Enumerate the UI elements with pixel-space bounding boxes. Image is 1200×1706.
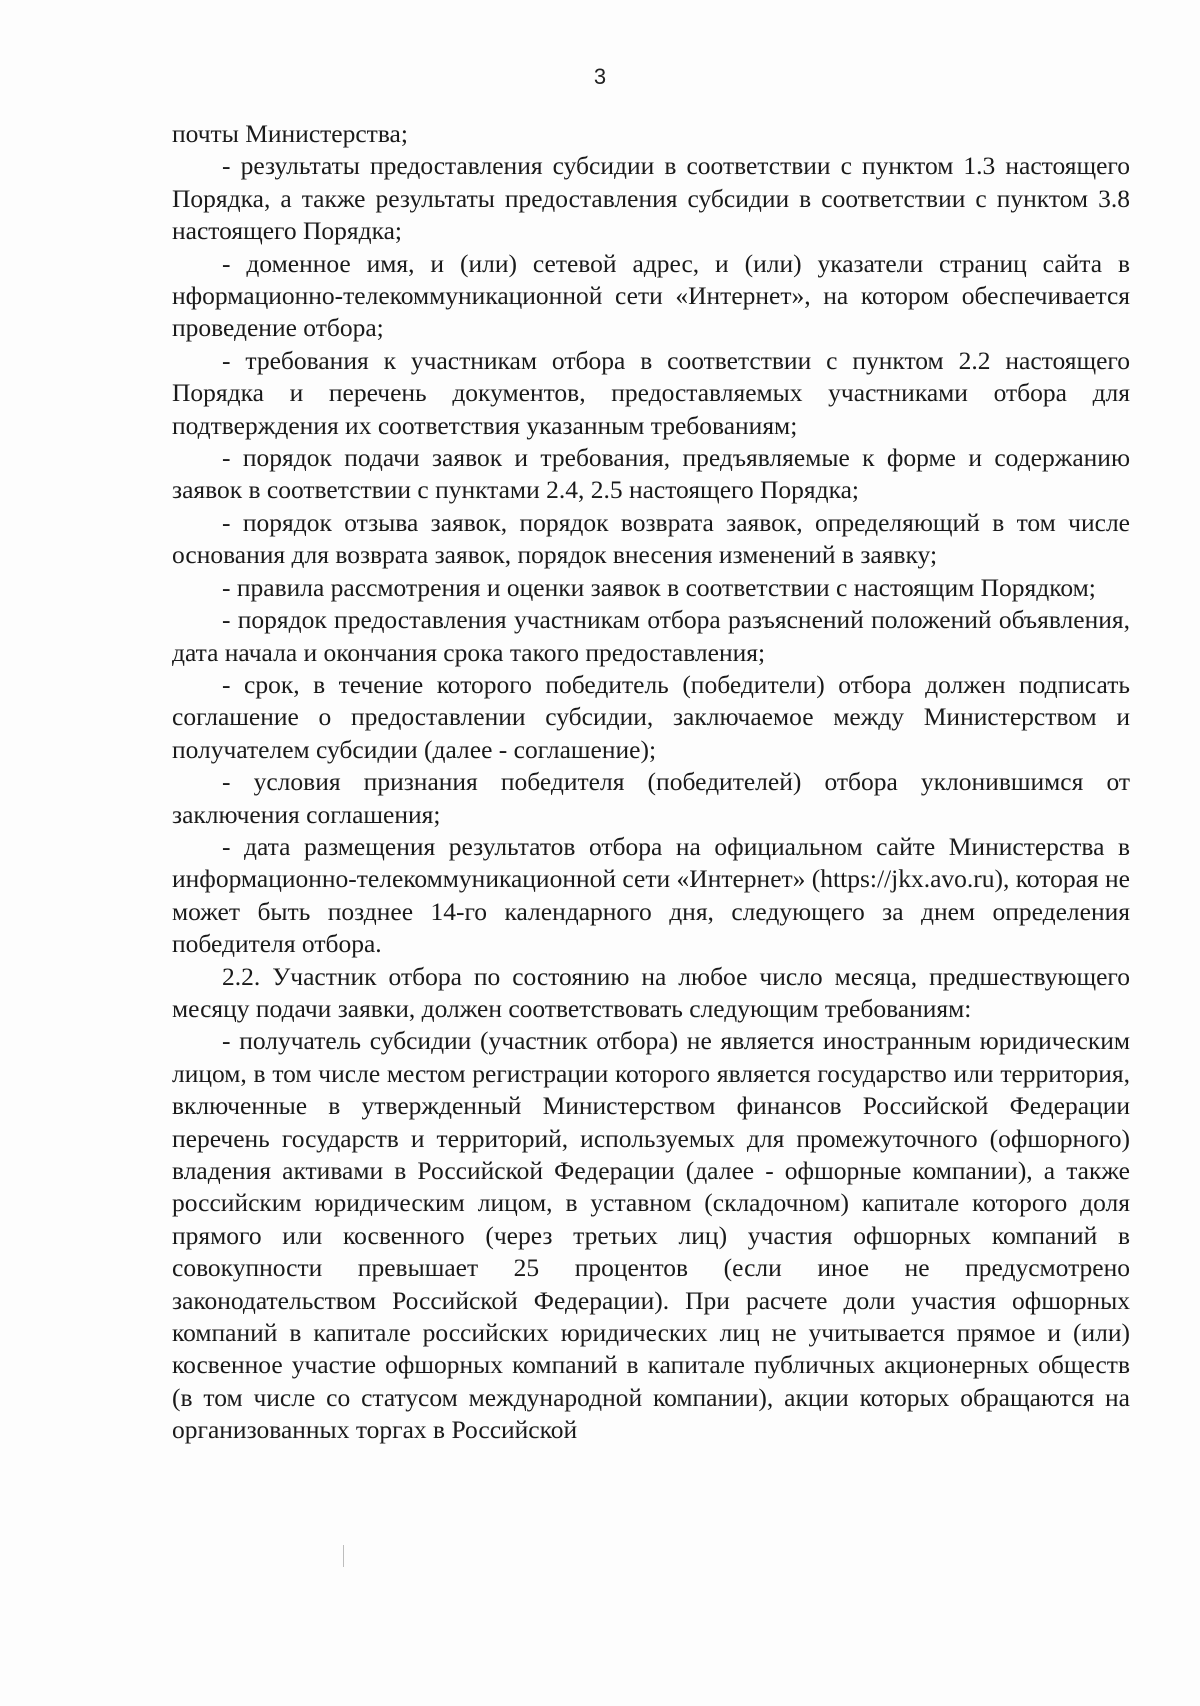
section-2-2-heading-paragraph: 2.2. Участник отбора по состоянию на любое число месяца, предшествующего месяцу подачи заявки, должен соответствовать следующим требованиям:: [172, 961, 1130, 1023]
list-item-domain-name: - доменное имя, и (или) сетевой адрес, и (или) указатели страниц сайта в нформационно-телекоммуникационной сети «Интернет», на котором обеспечивается проведение отбора;: [172, 248, 1130, 343]
list-item-results-publication: - дата размещения результатов отбора на официальном сайте Министерства в информационно-телекоммуникационной сети «Интернет» (https://jkx.avo.ru), которая не может быть позднее 14-го календарного дня, следующего за днем определения победителя отбора.: [172, 831, 1130, 959]
list-item-application-procedure: - порядок подачи заявок и требования, предъявляемые к форме и содержанию заявок в соответствии с пунктами 2.4, 2.5 настоящего Порядка;: [172, 443, 1130, 505]
list-item-clarifications: - порядок предоставления участникам отбора разъяснений положений объявления, дата начала и окончания срока такого предоставления;: [172, 605, 1130, 667]
list-item-subsidy-results: - результаты предоставления субсидии в соответствии с пунктом 1.3 настоящего Порядка, а также результаты предоставления субсидии в соответствии с пунктом 3.8 настоящего Порядка;: [172, 151, 1130, 246]
list-item-participant-requirements: - требования к участникам отбора в соответствии с пунктом 2.2 настоящего Порядка и перечень документов, предоставляемых участниками отбора для подтверждения их соответствия указанным требованиям;: [172, 345, 1130, 440]
list-item-agreement-deadline: - срок, в течение которого победитель (победители) отбора должен подписать соглашение о предоставлении субсидии, заключаемое между Министерством и получателем субсидии (далее - соглашение);: [172, 669, 1130, 764]
list-item-evasion-conditions: - условия признания победителя (победителей) отбора уклонившимся от заключения соглашения;: [172, 767, 1130, 829]
list-item-review-rules: - правила рассмотрения и оценки заявок в соответствии с настоящим Порядком;: [222, 572, 1096, 602]
page-number: 3: [593, 64, 607, 89]
list-item-application-withdrawal: - порядок отзыва заявок, порядок возврата заявок, определяющий в том числе основания для возврата заявок, порядок внесения изменений в заявку;: [172, 507, 1130, 570]
paragraph-continuation: почты Министерства;: [172, 119, 408, 148]
list-item-offshore-requirement: - получатель субсидии (участник отбора) не является иностранным юридическим лицом, в том числе местом регистрации которого является государство или территория, включенные в утвержденный Министерством финансов Российской Федерации перечень государств и территорий, используемых для промежуточного (офшорного) владения активами в Российской Федерации (далее - офшорные компании), а также российским юридическим лицом, в уставном (складочном) капитале которого доля прямого или косвенного (через третьих лиц) участия офшорных компаний в совокупности превышает 25 процентов (если иное не предусмотрено законодательством Российской Федерации). При расчете доли участия офшорных компаний в капитале российских юридических лиц не учитывается прямое и (или) косвенное участие офшорных компаний в капитале публичных акционерных обществ (в том числе со статусом международной компании), акции которых обращаются на организованных торгах в Российской: [172, 1026, 1130, 1445]
scan-mark: [343, 1545, 344, 1567]
document-body: [172, 118, 1130, 1447]
